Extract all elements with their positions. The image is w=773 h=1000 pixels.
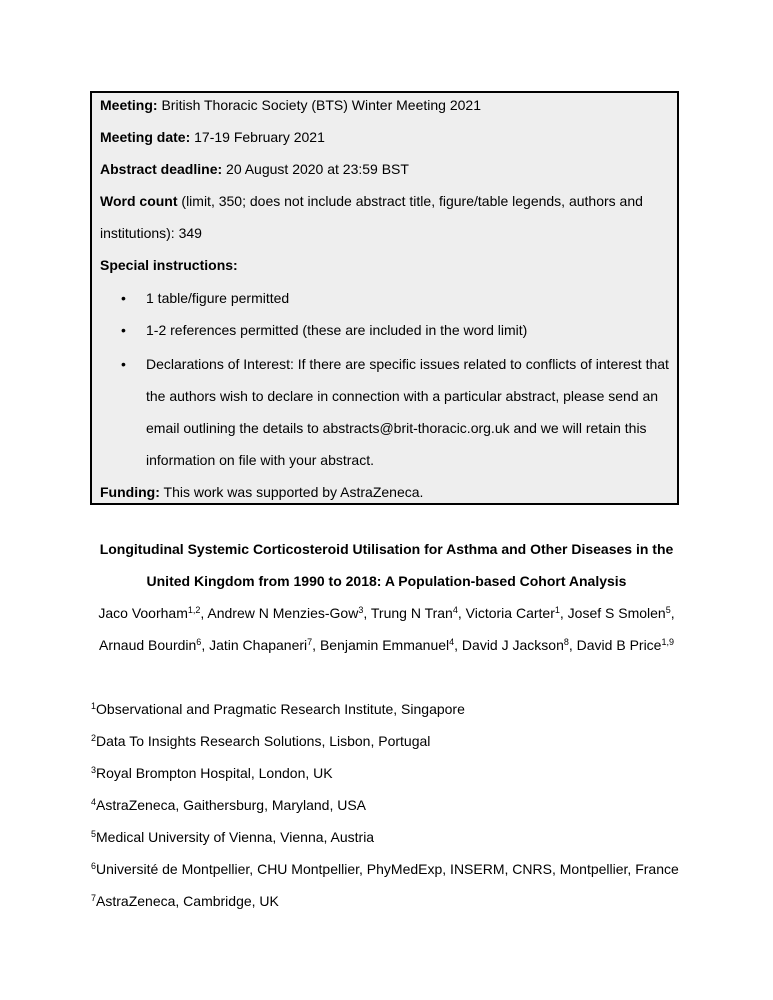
meeting-value: British Thoracic Society (BTS) Winter Meeting 2021 [157,97,481,113]
author-name: Josef S Smolen [567,605,666,621]
funding-value: This work was supported by AstraZeneca. [159,484,424,500]
author-affiliation-sup: 1 [554,605,560,615]
bullet-2: • [121,322,126,338]
affiliation-item [91,700,465,718]
instruction-item-2: 1-2 references permitted (these are included in the word limit) [146,322,528,338]
affiliation-item [91,796,366,814]
affiliation-number: 3 [91,765,97,775]
funding-line [100,483,423,501]
paper-title-line-1: Longitudinal Systemic Corticosteroid Utilisation for Asthma and Other Diseases in the [99,541,674,557]
author-separator: , [568,637,577,653]
author-affiliation-sup: 7 [307,637,313,647]
affiliation-number: 7 [91,893,97,903]
author-affiliation-sup: 1,9 [661,637,674,647]
author-name: Trung N Tran [370,605,453,621]
authors-line-2 [0,636,773,654]
special-instructions-label: Special instructions: [100,257,238,273]
affiliation-number: 5 [91,829,97,839]
author-separator: , [312,637,320,653]
paper-title-line-2: United Kingdom from 1990 to 2018: A Population-based Cohort Analysis [146,573,627,589]
affiliation-number: 6 [91,861,97,871]
bullet-3: • [121,356,126,372]
affiliation-text: AstraZeneca, Cambridge, UK [96,893,279,909]
author-name: Arnaud Bourdin [99,637,197,653]
abstract-deadline-value: 20 August 2020 at 23:59 BST [222,161,409,177]
author-name: Jatin Chapaneri [209,637,308,653]
affiliation-item [91,732,430,750]
bullet-1: • [121,290,126,306]
meeting-date-line [100,128,325,146]
author-affiliation-sup: 4 [452,605,458,615]
affiliation-text: Medical University of Vienna, Vienna, Austria [96,829,375,845]
author-name: Benjamin Emmanuel [319,637,450,653]
abstract-deadline-label: Abstract deadline: [100,161,223,177]
word-count-line [100,192,643,210]
author-name: Jaco Voorham [98,605,188,621]
author-affiliation-sup: 1,2 [187,605,201,615]
affiliation-item [91,892,279,910]
affiliation-item [91,764,333,782]
author-name: David B Price [576,637,662,653]
author-affiliation-sup: 6 [196,637,202,647]
meeting-label: Meeting: [100,97,158,113]
author-separator: , [201,637,210,653]
abstract-deadline-line [100,160,409,178]
instruction-item-3-line-2: the authors wish to declare in connection with a particular abstract, please send an [146,388,659,404]
meeting-line [100,96,481,114]
affiliation-number: 1 [91,701,97,711]
affiliation-text: Université de Montpellier, CHU Montpellier, PhyMedExp, INSERM, CNRS, Montpellier, France [96,861,679,877]
author-name: Andrew N Menzies-Gow [207,605,359,621]
affiliation-text: Royal Brompton Hospital, London, UK [96,765,333,781]
affiliation-text: Observational and Pragmatic Research Institute, Singapore [96,701,465,717]
affiliation-text: Data To Insights Research Solutions, Lisbon, Portugal [96,733,431,749]
affiliation-text: AstraZeneca, Gaithersburg, Maryland, USA [96,797,367,813]
instruction-item-3-line-3: email outlining the details to abstracts@brit-thoracic.org.uk and we will retain this [146,420,647,436]
affiliation-item [91,860,679,878]
author-affiliation-sup: 3 [358,605,364,615]
author-separator: , [200,605,208,621]
author-separator: , [363,605,371,621]
affiliation-number: 2 [91,733,97,743]
author-separator: , [670,605,675,621]
author-separator: , [559,605,568,621]
author-affiliation-sup: 8 [563,637,569,647]
instruction-item-3-line-1: Declarations of Interest: If there are specific issues related to conflicts of interest that [146,356,669,372]
author-name: Victoria Carter [465,605,555,621]
meeting-date-value: 17-19 February 2021 [190,129,325,145]
author-separator: , [457,605,466,621]
affiliation-item [91,828,374,846]
instruction-item-1: 1 table/figure permitted [146,290,290,306]
author-affiliation-sup: 5 [665,605,671,615]
author-name: David J Jackson [461,637,564,653]
word-count-text: (limit, 350; does not include abstract title, figure/table legends, authors and [177,193,643,209]
funding-label: Funding: [100,484,160,500]
author-affiliation-sup: 4 [449,637,455,647]
word-count-label: Word count [100,193,178,209]
authors-line-1 [0,604,773,622]
word-count-line-2: institutions): 349 [100,225,202,241]
instruction-item-3-line-4: information on file with your abstract. [146,452,374,468]
affiliation-number: 4 [91,797,97,807]
author-separator: , [454,637,462,653]
meeting-date-label: Meeting date: [100,129,191,145]
